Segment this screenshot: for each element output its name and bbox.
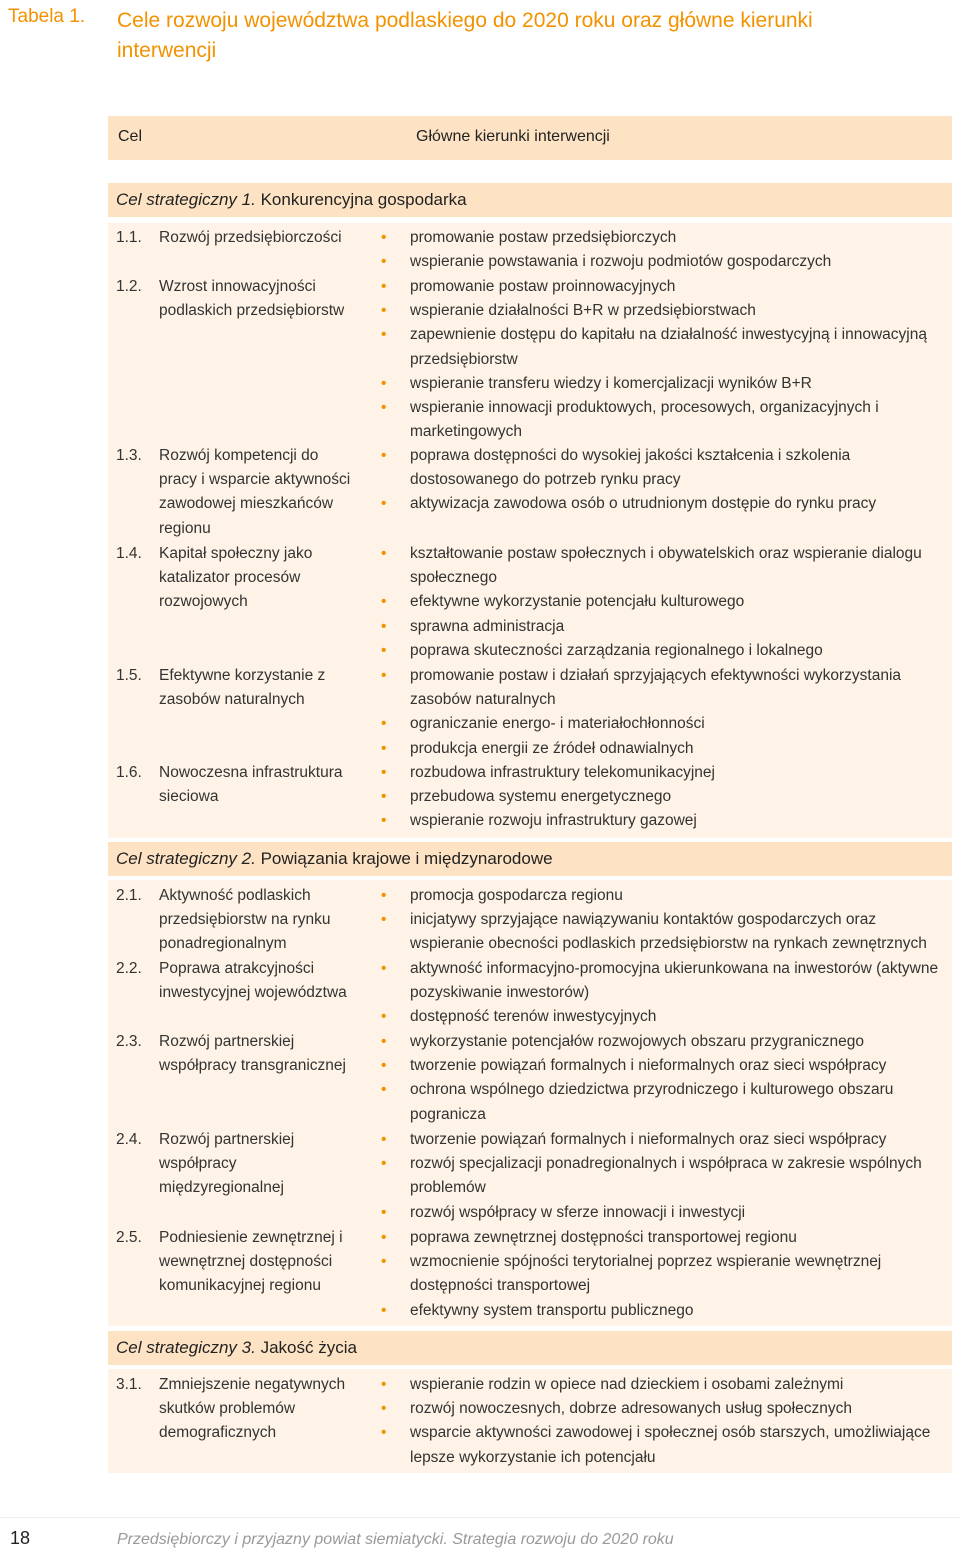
row-number: 1.1. [116,229,142,246]
list-item: • dostępność terenów inwestycyjnych [381,1005,951,1029]
row-goal: Wzrost innowacyjności podlaskich przedsiębiorstw [159,278,345,320]
list-item: • tworzenie powiązań formalnych i nieformalnych oraz sieci współpracy [381,1054,951,1078]
goal-1-prefix: Cel strategiczny 1. [116,190,256,209]
list-item: • wspieranie innowacji produktowych, procesowych, organizacyjnych i marketingowych [381,396,951,444]
row-directions [381,957,951,1030]
list-item: • efektywne wykorzystanie potencjału kulturowego [381,590,951,614]
row-number: 1.4. [116,545,142,562]
header-directions: Główne kierunki interwencji [416,128,610,145]
list-item: • wspieranie rodzin w opiece nad dzieckiem i osobami zależnymi [381,1373,951,1397]
list-item: • wykorzystanie potencjałów rozwojowych obszaru przygranicznego [381,1030,951,1054]
list-item: • wspieranie rozwoju infrastruktury gazowej [381,809,951,833]
row-number: 1.6. [116,764,142,781]
row-number: 2.1. [116,887,142,904]
list-item: • ochrona wspólnego dziedzictwa przyrodniczego i kulturowego obszaru pogranicza [381,1078,951,1126]
table-header [108,116,952,160]
list-item: • aktywizacja zawodowa osób o utrudnionym dostępie do rynku pracy [381,492,951,516]
list-item: • poprawa zewnętrznej dostępności transportowej regionu [381,1226,951,1250]
list-item: • wspieranie powstawania i rozwoju podmiotów gospodarczych [381,250,951,274]
list-item: • promocja gospodarcza regionu [381,884,951,908]
row-number: 2.4. [116,1131,142,1148]
row-number: 2.3. [116,1033,142,1050]
row-number: 1.2. [116,278,142,295]
row-goal: Zmniejszenie negatywnych skutków problemów demograficznych [159,1376,346,1442]
list-item: • rozwój specjalizacji ponadregionalnych i współpraca w zakresie wspólnych problemów [381,1152,951,1200]
list-item: • efektywny system transportu publicznego [381,1299,951,1323]
row-goal: Kapitał społeczny jako katalizator procesów rozwojowych [159,545,313,611]
list-item: • rozwój nowoczesnych, dobrze adresowanych usług społecznych [381,1397,951,1421]
list-item: • produkcja energii ze źródeł odnawialnych [381,737,951,761]
goal-2-prefix: Cel strategiczny 2. [116,849,256,868]
list-item: • kształtowanie postaw społecznych i obywatelskich oraz wspieranie dialogu społecznego [381,542,951,590]
goal-3-header [108,1331,952,1365]
goal-2-name: Powiązania krajowe i międzynarodowe [260,849,553,868]
row-directions [381,884,951,957]
list-item: • tworzenie powiązań formalnych i nieformalnych oraz sieci współpracy [381,1128,951,1152]
row-goal: Rozwój kompetencji do pracy i wsparcie aktywności zawodowej mieszkańców regionu [159,447,351,537]
list-item: • poprawa dostępności do wysokiej jakości kształcenia i szkolenia dostosowanego do potrzeb rynku pracy [381,444,951,492]
list-item: • ograniczanie energo- i materiałochłonności [381,712,951,736]
footer-divider [0,1517,960,1518]
row-directions [381,1373,951,1470]
list-item: • promowanie postaw i działań sprzyjających efektywności wykorzystania zasobów naturalnych [381,664,951,712]
row-number: 3.1. [116,1376,142,1393]
row-goal: Efektywne korzystanie z zasobów naturalnych [159,667,326,709]
row-directions [381,664,951,761]
goal-2-header [108,842,952,876]
row-directions [381,761,951,834]
list-item: • poprawa skuteczności zarządzania regionalnego i lokalnego [381,639,951,663]
list-item: • wspieranie działalności B+R w przedsiębiorstwach [381,299,951,323]
goal-1-header [108,183,952,217]
row-number: 2.5. [116,1229,142,1246]
list-item: • wsparcie aktywności zawodowej i społecznej osób starszych, umożliwiające lepsze wykorzystanie ich potencjału [381,1421,951,1469]
row-directions [381,1128,951,1225]
row-goal: Rozwój partnerskiej współpracy międzyregionalnej [159,1131,295,1197]
row-goal: Aktywność podlaskich przedsiębiorstw na rynku ponadregionalnym [159,887,331,953]
row-directions [381,226,951,274]
list-item: • zapewnienie dostępu do kapitału na działalność inwestycyjną i innowacyjną przedsiębiorstw [381,323,951,371]
list-item: • aktywność informacyjno-promocyjna ukierunkowana na inwestorów (aktywne pozyskiwanie inwestorów) [381,957,951,1005]
row-number: 1.5. [116,667,142,684]
list-item: • przebudowa systemu energetycznego [381,785,951,809]
list-item: • sprawna administracja [381,615,951,639]
row-goal: Podniesienie zewnętrznej i wewnętrznej dostępności komunikacyjnej regionu [159,1229,343,1295]
row-directions [381,1030,951,1127]
row-directions [381,542,951,663]
list-item: • wspieranie transferu wiedzy i komercjalizacji wyników B+R [381,372,951,396]
row-goal: Nowoczesna infrastruktura sieciowa [159,764,343,806]
row-goal: Rozwój partnerskiej współpracy transgranicznej [159,1033,346,1075]
row-directions [381,275,951,444]
list-item: • promowanie postaw przedsiębiorczych [381,226,951,250]
row-directions [381,444,951,517]
list-item: • promowanie postaw proinnowacyjnych [381,275,951,299]
table-title: Cele rozwoju województwa podlaskiego do 2020 roku oraz główne kierunki interwencji [117,9,813,62]
list-item: • wzmocnienie spójności terytorialnej poprzez wspieranie wewnętrznej dostępności transportowej [381,1250,951,1298]
row-goal: Rozwój przedsiębiorczości [159,229,342,246]
row-directions [381,1226,951,1323]
goal-3-name: Jakość życia [260,1338,357,1357]
list-item: • inicjatywy sprzyjające nawiązywaniu kontaktów gospodarczych oraz wspieranie obecności podlaskich przedsiębiorstw na rynkach zewnętrznych [381,908,951,956]
row-number: 2.2. [116,960,142,977]
header-goal: Cel [118,128,143,145]
footer-title: Przedsiębiorczy i przyjazny powiat siemiatycki. Strategia rozwoju do 2020 roku [117,1531,674,1548]
row-number: 1.3. [116,447,142,464]
table-label: Tabela 1. [8,6,86,27]
page-number: 18 [10,1528,31,1548]
row-goal: Poprawa atrakcyjności inwestycyjnej województwa [159,960,347,1002]
list-item: • rozwój współpracy w sferze innowacji i inwestycji [381,1201,951,1225]
goal-1-name: Konkurencyjna gospodarka [260,190,467,209]
list-item: • rozbudowa infrastruktury telekomunikacyjnej [381,761,951,785]
goal-3-prefix: Cel strategiczny 3. [116,1338,256,1357]
